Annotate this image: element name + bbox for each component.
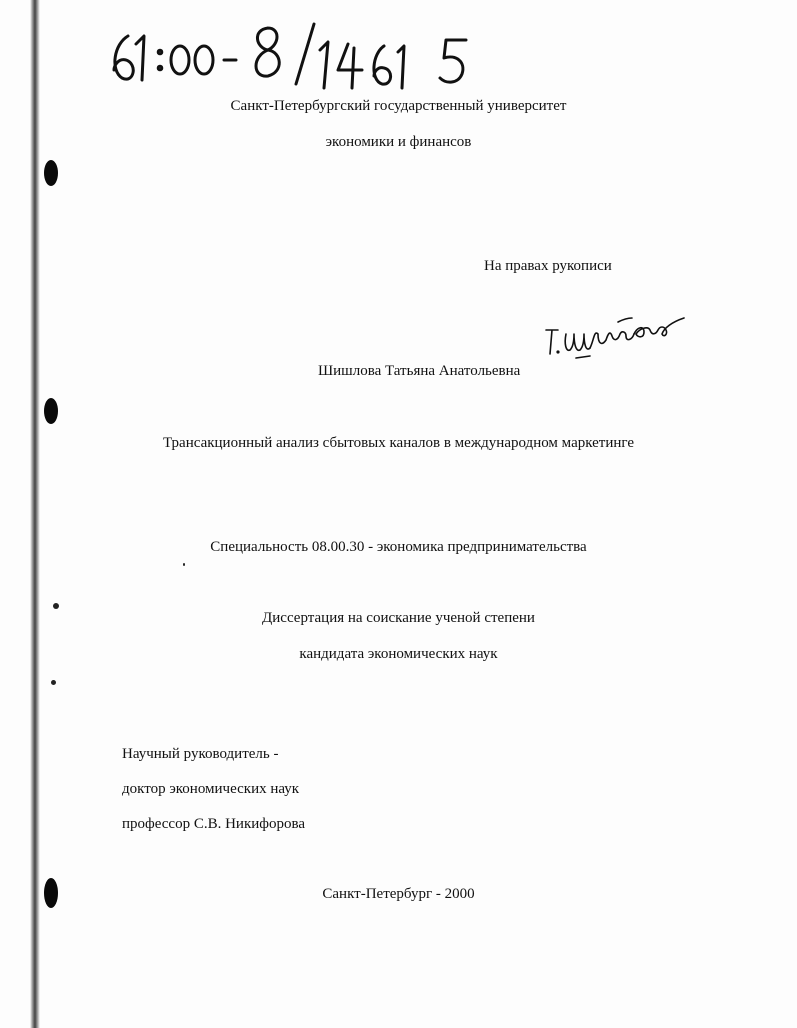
- handwritten-archive-code: [100, 14, 480, 94]
- author-signature: [540, 300, 690, 360]
- dissertation-title: Трансакционный анализ сбытовых каналов в международном маркетинге: [162, 435, 635, 451]
- dissertation-degree-cont: кандидата экономических наук: [299, 646, 498, 662]
- scan-speck: [183, 563, 185, 566]
- manuscript-note: На правах рукописи: [484, 258, 612, 274]
- city-year: Санкт-Петербург - 2000: [322, 886, 475, 902]
- author-name: Шишлова Татьяна Анатольевна: [318, 363, 521, 379]
- scan-speck: [51, 680, 56, 685]
- binding-edge: [30, 0, 40, 1028]
- university-name-cont: экономики и финансов: [325, 134, 472, 150]
- punch-hole: [44, 398, 58, 424]
- dissertation-degree: Диссертация на соискание ученой степени: [262, 610, 535, 626]
- supervisor-name: профессор С.В. Никифорова: [122, 816, 306, 832]
- supervisor-degree: доктор экономических наук: [122, 781, 300, 797]
- punch-hole: [44, 160, 58, 186]
- specialty: Специальность 08.00.30 - экономика предпринимательства: [210, 539, 587, 555]
- supervisor-label: Научный руководитель -: [122, 746, 279, 762]
- university-name: Санкт-Петербургский государственный университет: [230, 98, 567, 114]
